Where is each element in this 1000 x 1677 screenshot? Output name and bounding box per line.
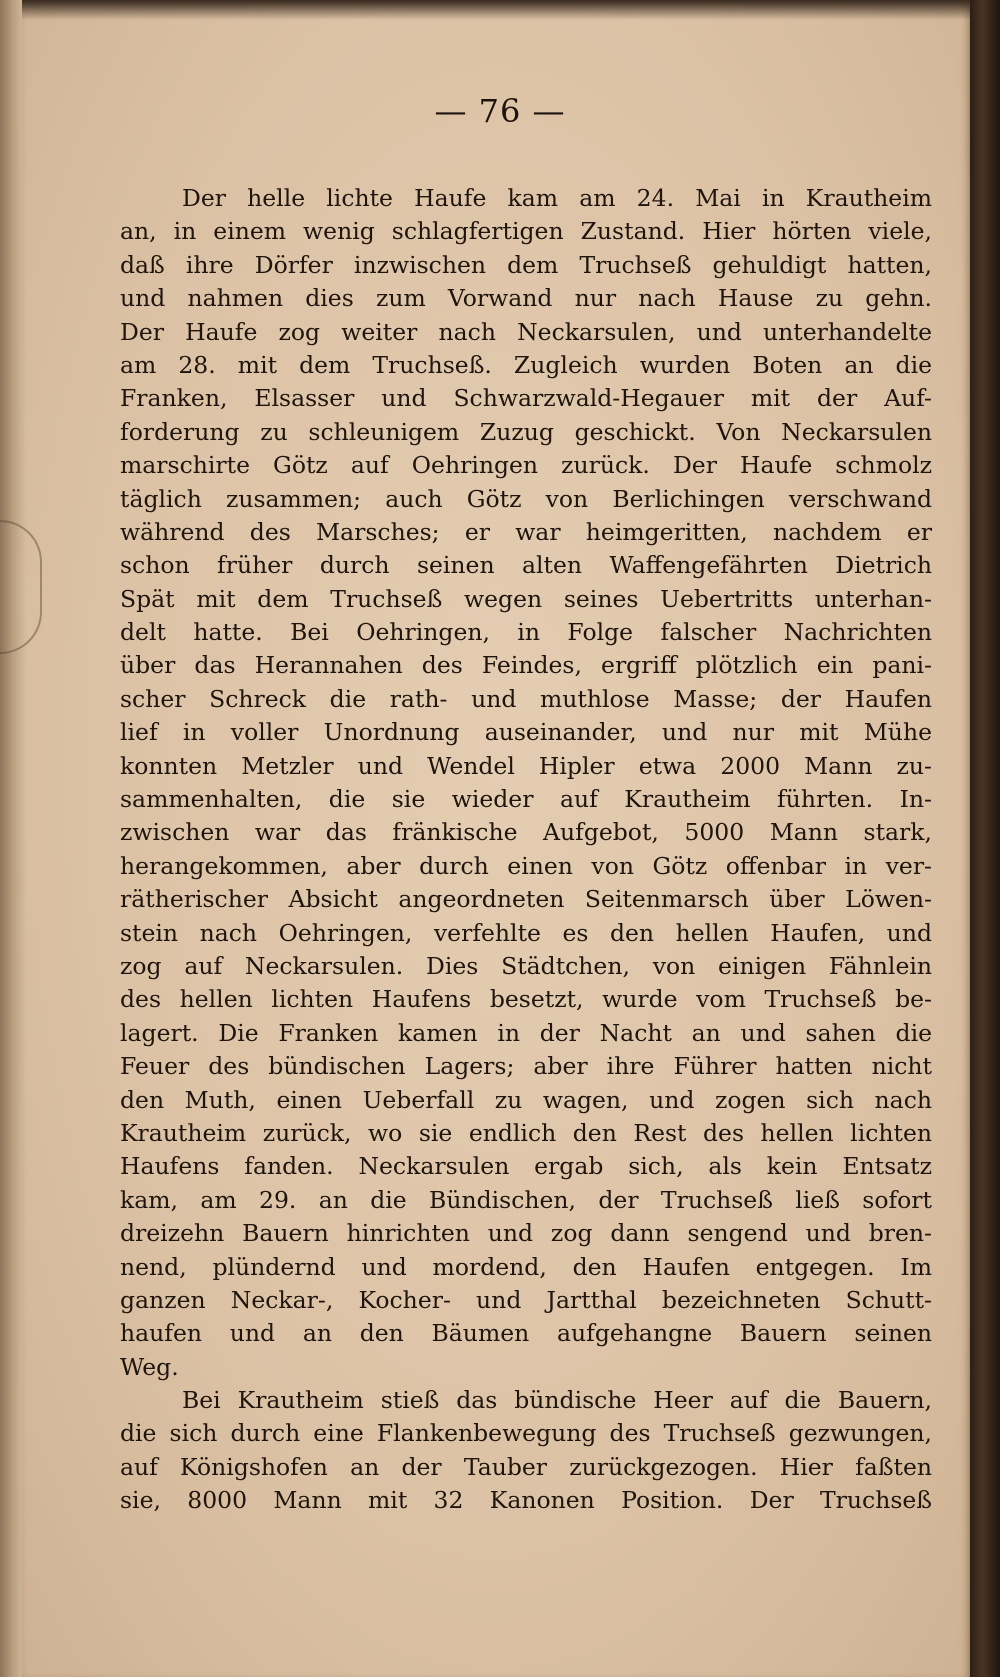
text-line: Bei Krautheim stieß das bündische Heer auf die Bauern, [182,1386,932,1415]
text-line: herangekommen, aber durch einen von Götz offenbar in ver- [120,851,932,880]
paragraph-2 [120,1384,932,1518]
text-line: kam, am 29. an die Bündischen, der Truchseß ließ sofort [120,1185,932,1214]
text-line: auf Königshofen an der Tauber zurückgezogen. Hier faßten [120,1452,932,1481]
text-line: sie, 8000 Mann mit 32 Kanonen Position. Der Truchseß [120,1486,932,1515]
text-line: schon früher durch seinen alten Waffengefährten Dietrich [120,551,932,580]
text-line: dreizehn Bauern hinrichten und zog dann sengend und bren- [120,1219,932,1248]
text-line: Haufens fanden. Neckarsulen ergab sich, als kein Entsatz [120,1152,932,1181]
text-line: Der Haufe zog weiter nach Neckarsulen, und unterhandelte [120,317,932,346]
text-line: am 28. mit dem Truchseß. Zugleich wurden Boten an die [120,350,932,379]
text-line: des hellen lichten Haufens besetzt, wurde vom Truchseß be- [120,985,932,1014]
page-top-shadow [22,0,970,20]
text-line: den Muth, einen Ueberfall zu wagen, und zogen sich nach [120,1085,932,1114]
text-line: daß ihre Dörfer inzwischen dem Truchseß gehuldigt hatten, [120,250,932,279]
text-line: und nahmen dies zum Vorwand nur nach Hause zu gehn. [120,284,932,313]
text-line: delt hatte. Bei Oehringen, in Folge falscher Nachrichten [120,618,932,647]
text-line: stein nach Oehringen, verfehlte es den hellen Haufen, und [120,918,932,947]
text-line: lagert. Die Franken kamen in der Nacht an und sahen die [120,1018,932,1047]
text-line: täglich zusammen; auch Götz von Berlichingen verschwand [120,484,932,513]
clasp-imprint [0,520,42,654]
text-line: die sich durch eine Flankenbewegung des Truchseß gezwungen, [120,1419,932,1448]
text-line: sammenhalten, die sie wieder auf Krautheim führten. In- [120,785,932,814]
paragraph-1 [120,182,932,1384]
text-line: forderung zu schleunigem Zuzug geschickt. Von Neckarsulen [120,417,932,446]
book-binding [970,0,1000,1677]
text-line: Weg. [120,1352,179,1381]
text-line: haufen und an den Bäumen aufgehangne Bauern seinen [120,1319,932,1348]
text-line: konnten Metzler und Wendel Hipler etwa 2000 Mann zu- [120,751,932,780]
text-line: während des Marsches; er war heimgeritten, nachdem er [120,517,932,546]
text-line: marschirte Götz auf Oehringen zurück. Der Haufe schmolz [120,451,932,480]
body-text [120,182,932,1518]
book-left-edge [0,0,22,1677]
text-line: zwischen war das fränkische Aufgebot, 5000 Mann stark, [120,818,932,847]
text-line: an, in einem wenig schlagfertigen Zustand. Hier hörten viele, [120,217,932,246]
text-line: ganzen Neckar-, Kocher- und Jartthal bezeichneten Schutt- [120,1285,932,1314]
text-line: Feuer des bündischen Lagers; aber ihre Führer hatten nicht [120,1052,932,1081]
text-line: scher Schreck die rath- und muthlose Masse; der Haufen [120,684,932,713]
text-line: nend, plündernd und mordend, den Haufen entgegen. Im [120,1252,932,1281]
text-line: Krautheim zurück, wo sie endlich den Rest des hellen lichten [120,1118,932,1147]
page-number: — 76 — [434,92,566,130]
text-line: Der helle lichte Haufe kam am 24. Mai in Krautheim [182,184,932,212]
text-line: zog auf Neckarsulen. Dies Städtchen, von einigen Fähnlein [120,951,932,980]
text-line: über das Herannahen des Feindes, ergriff plötzlich ein pani- [120,651,932,680]
text-line: rätherischer Absicht angeordneten Seitenmarsch über Löwen- [120,885,932,914]
text-line: lief in voller Unordnung auseinander, und nur mit Mühe [120,718,932,747]
text-line: Spät mit dem Truchseß wegen seines Uebertritts unterhan- [120,584,932,613]
text-line: Franken, Elsasser und Schwarzwald-Hegauer mit der Auf- [120,384,932,413]
